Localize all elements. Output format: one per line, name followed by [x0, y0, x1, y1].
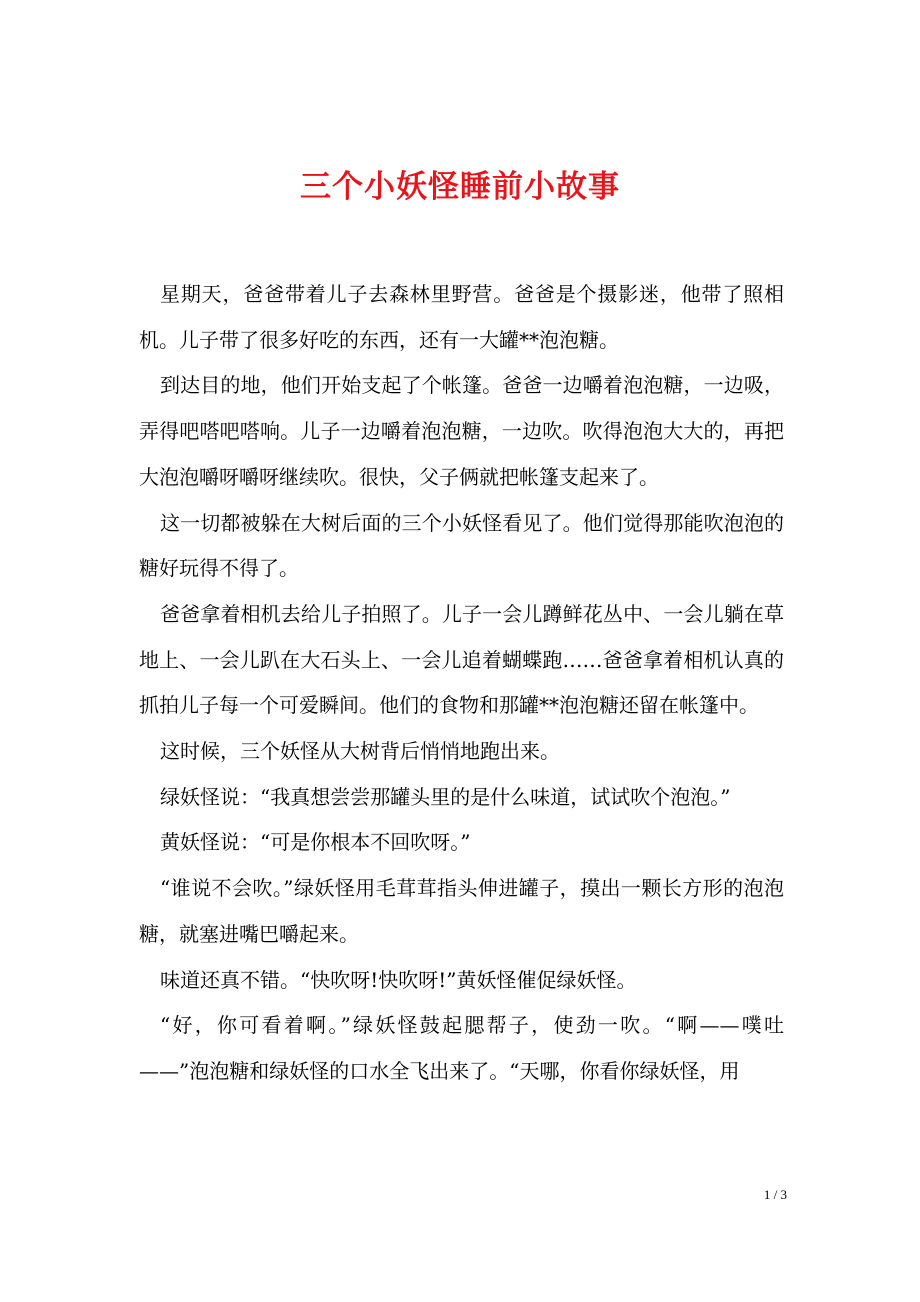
page-indicator: 1 / 3 — [763, 1187, 787, 1202]
paragraph: 味道还真不错。“快吹呀!快吹呀!”黄妖怪催促绿妖怪。 — [160, 967, 637, 992]
paragraph: 黄妖怪说：“可是你根本不回吹呀。” — [160, 830, 471, 855]
paragraph: “好，你可看着啊。”绿妖怪鼓起腮帮子，使劲一吹。“啊——噗吐——”泡泡糖和绿妖怪的口水全飞出来了。“天哪，你看你绿妖怪，用 — [139, 1013, 784, 1083]
paragraph: 这时候，三个妖怪从大树背后悄悄地跑出来。 — [160, 739, 560, 764]
document-title: 三个小妖怪睡前小故事 — [300, 168, 620, 205]
paragraph: 绿妖怪说：“我真想尝尝那罐头里的是什么味道，试试吹个泡泡。” — [160, 784, 731, 809]
paragraph: 到达目的地，他们开始支起了个帐篷。爸爸一边嚼着泡泡糖，一边吸，弄得吧嗒吧嗒响。儿子一边嚼着泡泡糖，一边吹。吹得泡泡大大的，再把大泡泡嚼呀嚼呀继续吹。很快，父子俩就把帐篷支起来了。 — [139, 373, 784, 489]
document-body — [139, 272, 784, 1095]
paragraph: “谁说不会吹。”绿妖怪用毛茸茸指头伸进罐子，摸出一颗长方形的泡泡糖，就塞进嘴巴嚼起来。 — [139, 876, 784, 946]
paragraph: 爸爸拿着相机去给儿子拍照了。儿子一会儿蹲鲜花丛中、一会儿躺在草地上、一会儿趴在大石头上、一会儿追着蝴蝶跑……爸爸拿着相机认真的抓拍儿子每一个可爱瞬间。他们的食物和那罐**泡泡糖还留在帐篷中。 — [139, 601, 784, 718]
paragraph: 星期天，爸爸带着儿子去森林里野营。爸爸是个摄影迷，他带了照相机。儿子带了很多好吃的东西，还有一大罐**泡泡糖。 — [139, 282, 784, 352]
paragraph: 这一切都被躲在大树后面的三个小妖怪看见了。他们觉得那能吹泡泡的糖好玩得不得了。 — [139, 510, 784, 581]
